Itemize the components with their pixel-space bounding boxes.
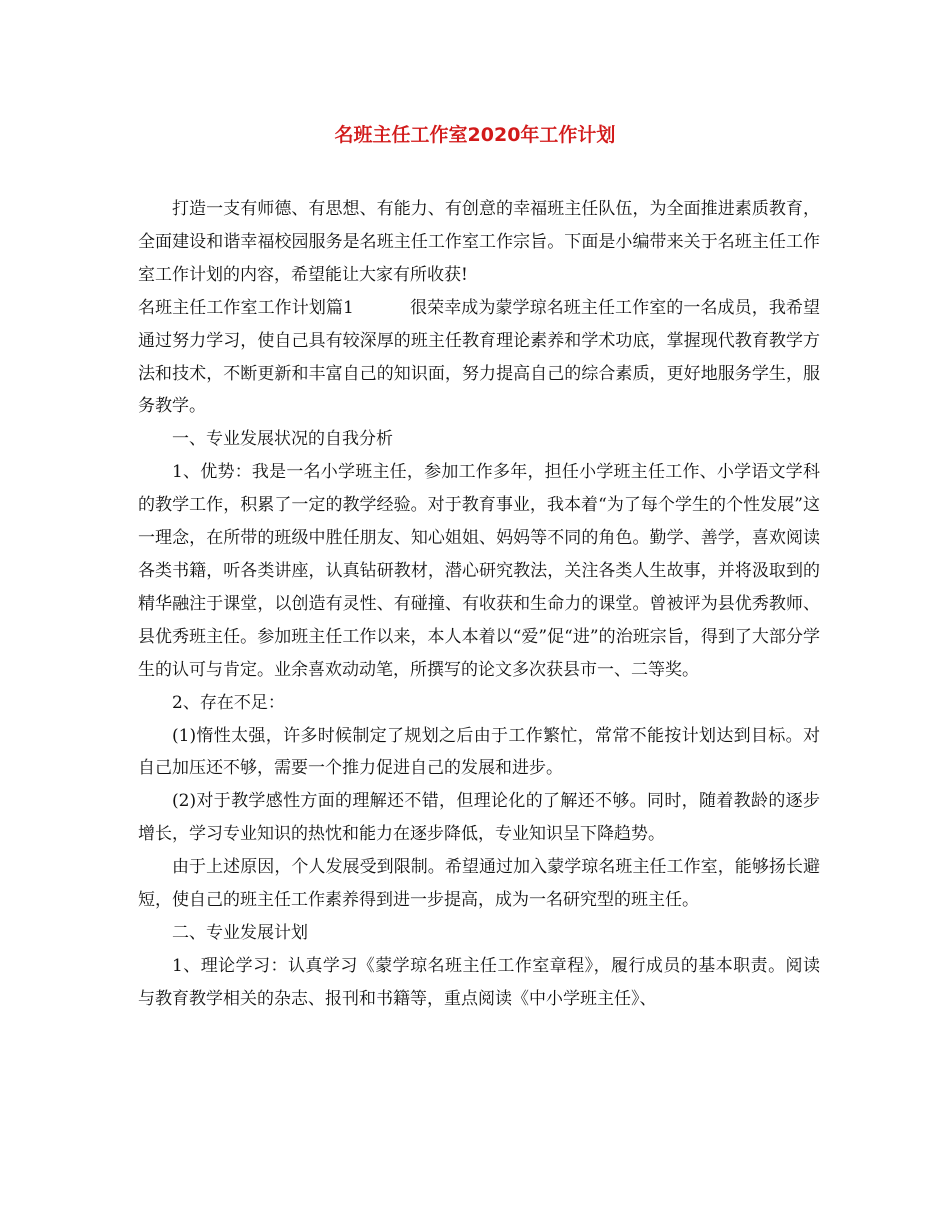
theory-paragraph: 1、理论学习：认真学习《蒙学琼名班主任工作室章程》，履行成员的基本职责。阅读与教育教学相关的杂志、报刊和书籍等，重点阅读《中小学班主任》、	[138, 955, 820, 1009]
intro-paragraph: 打造一支有师德、有思想、有能力、有创意的幸福班主任队伍，为全面推进素质教育，全面建设和谐幸福校园服务是名班主任工作室工作宗旨。下面是小编带来关于名班主任工作室工作计划的内容，希望能让大家有所收获!	[138, 199, 820, 285]
advantage-paragraph: 1、优势：我是一名小学班主任，参加工作多年，担任小学班主任工作、小学语文学科的教学工作，积累了一定的教学经验。对于教育事业，我本着“为了每个学生的个性发展”这一理念，在所带的班级中胜任朋友、知心姐姐、妈妈等不同的角色。勤学、善学，喜欢阅读各类书籍，听各类讲座，认真钻研教材，潜心研究教法，关注各类人生故事，并将汲取到的精华融注于课堂，以创造有灵性、有碰撞、有收获和生命力的课堂。曾被评为县优秀教师、县优秀班主任。参加班主任工作以来，本人本着以“爱”促“进”的治班宗旨，得到了大部分学生的认可与肯定。业余喜欢动动笔，所撰写的论文多次获县市一、二等奖。	[138, 462, 820, 680]
shortfall-item-1: (1)惰性太强，许多时候制定了规划之后由于工作繁忙，常常不能按计划达到目标。对自己加压还不够，需要一个推力促进自己的发展和进步。	[138, 725, 820, 779]
heading-self-analysis: 一、专业发展状况的自我分析	[172, 429, 393, 450]
section-paragraph	[138, 292, 820, 424]
document-body	[138, 193, 820, 1016]
shortfall-item-2: (2)对于教学感性方面的理解还不错，但理论化的了解还不够。同时，随着教龄的逐步增长，学习专业知识的热忱和能力在逐步降低，专业知识呈下降趋势。	[138, 791, 820, 845]
document-title: 名班主任工作室2020年工作计划	[334, 124, 616, 146]
section-lead: 很荣幸成为蒙学琼名班主任工作室的一名成员，我希望通过努力学习，使自己具有较深厚的班主任教育理论素养和学术功底，掌握现代教育教学方法和技术，不断更新和丰富自己的知识面，努力提高自己的综合素质，更好地服务学生，服务教学。	[138, 297, 820, 417]
section-label: 名班主任工作室工作计划篇1	[138, 297, 354, 318]
heading-development-plan: 二、专业发展计划	[172, 922, 308, 943]
shortfall-heading: 2、存在不足：	[172, 692, 285, 713]
reason-paragraph: 由于上述原因，个人发展受到限制。希望通过加入蒙学琼名班主任工作室，能够扬长避短，使自己的班主任工作素养得到进一步提高，成为一名研究型的班主任。	[138, 857, 820, 911]
